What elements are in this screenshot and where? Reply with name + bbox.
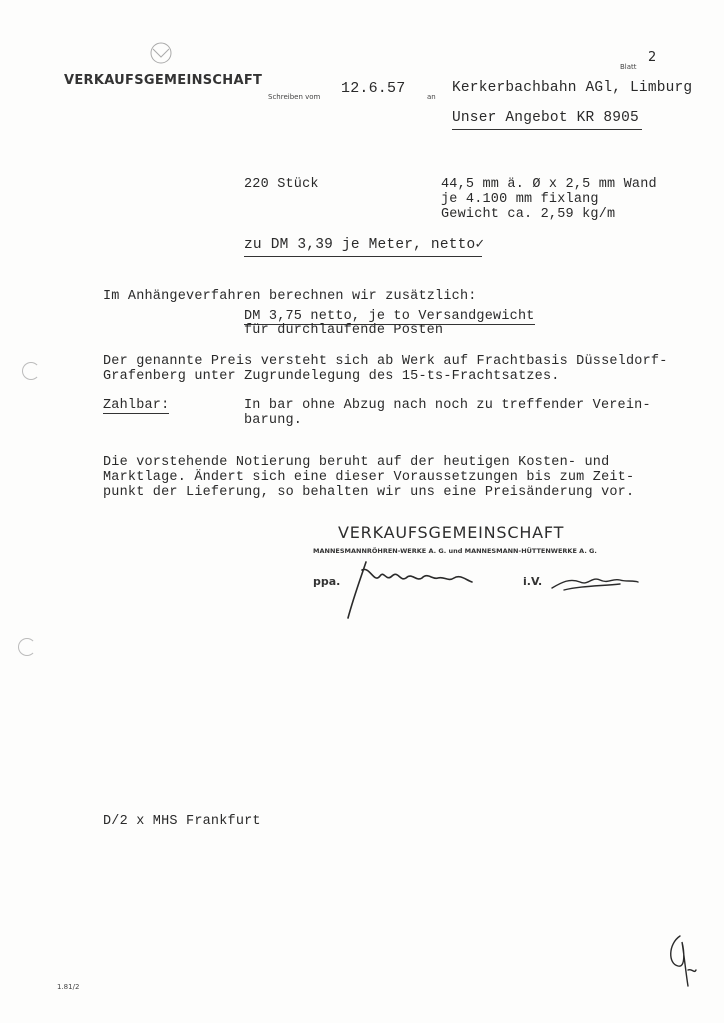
iv-label: i.V. <box>523 575 543 588</box>
blatt-number: 2 <box>648 50 657 65</box>
zahlbar-line-1: In bar ohne Abzug nach noch zu treffender Verein- <box>244 398 651 413</box>
letterhead-company: VERKAUFSGEMEINSCHAFT <box>64 73 263 88</box>
notierung-line-3: punkt der Lieferung, so behalten wir uns eine Preisänderung vor. <box>103 485 635 500</box>
stamp-title: VERKAUFSGEMEINSCHAFT <box>338 523 565 542</box>
distribution-note: D/2 x MHS Frankfurt <box>103 814 261 829</box>
price-underline <box>244 256 482 257</box>
offer-reference: Unser Angebot KR 8905 <box>452 110 642 130</box>
notierung-line-2: Marktlage. Ändert sich eine dieser Voraussetzungen bis zum Zeit- <box>103 470 635 485</box>
preis-line-2: Grafenberg unter Zugrundelegung des 15-ts-Frachtsatzes. <box>103 369 560 384</box>
preis-line-1: Der genannte Preis versteht sich ab Werk auf Frachtbasis Düsseldorf- <box>103 354 668 369</box>
signature-ppa <box>340 556 480 622</box>
anhaenge-line-1: DM 3,75 netto, je to Versandgewicht <box>244 309 535 324</box>
zahlbar-label: Zahlbar: <box>103 398 170 413</box>
punch-hole-bottom <box>18 638 36 656</box>
letter-date: 12.6.57 <box>341 80 406 97</box>
blatt-label: Blatt <box>620 63 637 71</box>
recipient: Kerkerbachbahn AGl, Limburg <box>452 80 693 96</box>
spec-line-1: 44,5 mm ä. Ø x 2,5 mm Wand <box>441 177 657 192</box>
anhaenge-line-2: für durchlaufende Posten <box>244 323 444 338</box>
company-logo-icon <box>148 40 174 66</box>
ppa-label: ppa. <box>313 575 341 588</box>
spec-line-2: je 4.100 mm fixlang <box>441 192 599 207</box>
item-quantity: 220 Stück <box>244 177 319 192</box>
punch-hole-top <box>22 362 40 380</box>
anhaenge-intro: Im Anhängeverfahren berechnen wir zusätzlich: <box>103 289 477 304</box>
an-label: an <box>427 93 436 101</box>
form-code: 1.81/2 <box>57 983 80 991</box>
initial-mark <box>662 930 702 990</box>
spec-line-3: Gewicht ca. 2,59 kg/m <box>441 207 616 222</box>
notierung-line-1: Die vorstehende Notierung beruht auf der heutigen Kosten- und <box>103 455 610 470</box>
schreiben-vom-label: Schreiben vom <box>268 93 321 101</box>
stamp-subtitle: MANNESMANNRÖHREN-WERKE A. G. und MANNESMANN-HÜTTENWERKE A. G. <box>313 547 597 555</box>
price-line: zu DM 3,39 je Meter, netto✓ <box>244 237 485 253</box>
zahlbar-line-2: barung. <box>244 413 303 428</box>
signature-iv <box>550 568 642 598</box>
